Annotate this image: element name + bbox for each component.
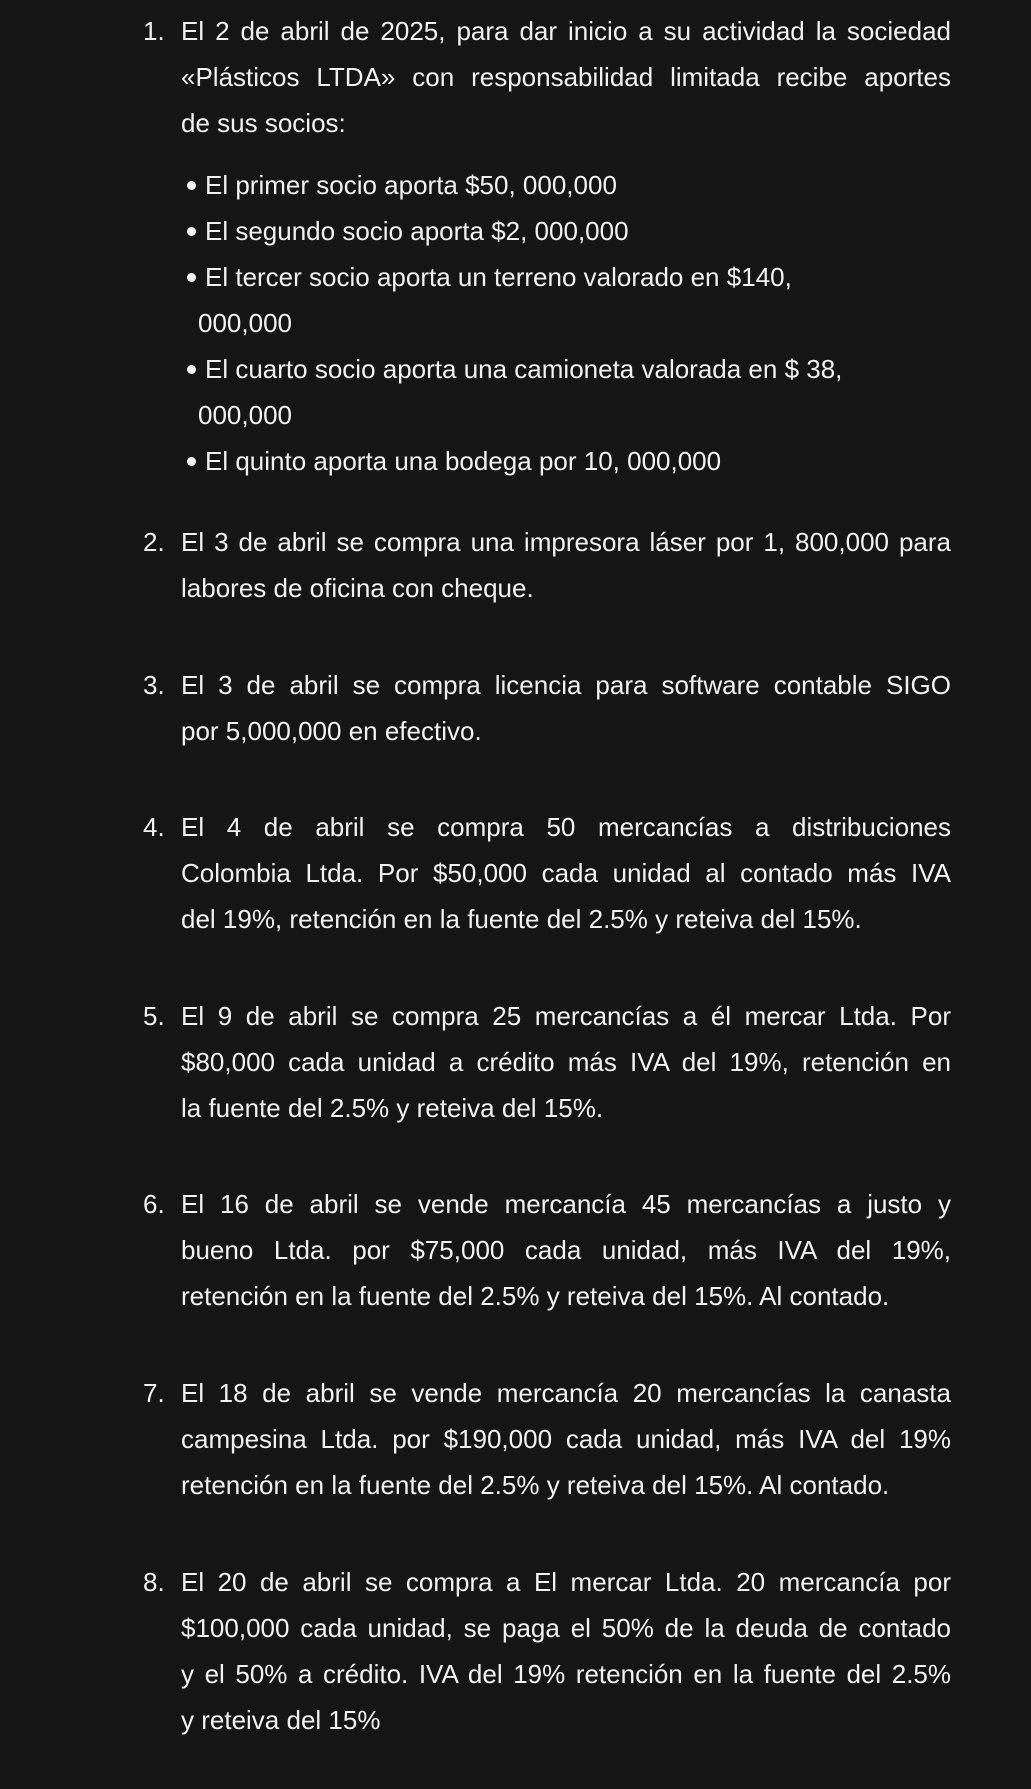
item-number: 5. — [143, 1001, 165, 1031]
item-number: 1. — [143, 16, 165, 46]
item-line: retención en la fuente del 2.5% y reteiva del 15%. Al contado. — [181, 1281, 890, 1311]
item-line: $100,000 cada unidad, se paga el 50% de la deuda de contado — [181, 1613, 951, 1643]
exercise-item-6 — [143, 1181, 951, 1319]
item-text — [181, 662, 951, 754]
item-number: 3. — [143, 670, 165, 700]
item-text — [181, 8, 951, 146]
item-line: retención en la fuente del 2.5% y reteiva del 15%. Al contado. — [181, 1470, 890, 1500]
item-line: El 3 de abril se compra una impresora láser por 1, 800,000 para — [181, 527, 951, 557]
item-line: El 4 de abril se compra 50 mercancías a distribuciones — [181, 812, 951, 842]
item-line: El 16 de abril se vende mercancía 45 mercancías a justo y — [181, 1189, 951, 1219]
bullet-text-continued: 000,000 — [198, 308, 292, 338]
item-line: $80,000 cada unidad a crédito más IVA del 19%, retención en — [181, 1047, 951, 1077]
bullet-dot-icon — [187, 365, 196, 374]
item-text — [181, 1370, 951, 1508]
item-line: bueno Ltda. por $75,000 cada unidad, más IVA del 19%, — [181, 1235, 951, 1265]
item-text — [181, 519, 951, 611]
bullet-text: El quinto aporta una bodega por 10, 000,000 — [205, 446, 722, 476]
bullet-item — [181, 438, 951, 484]
bullet-item — [181, 162, 951, 208]
item-line: El 9 de abril se compra 25 mercancías a él mercar Ltda. Por — [181, 1001, 951, 1031]
exercise-item-8 — [143, 1559, 951, 1743]
item-line: El 18 de abril se vende mercancía 20 mercancías la canasta — [181, 1378, 951, 1408]
item-number: 4. — [143, 812, 165, 842]
item-line: Colombia Ltda. Por $50,000 cada unidad al contado más IVA — [181, 858, 951, 888]
item-line: la fuente del 2.5% y reteiva del 15%. — [181, 1093, 604, 1123]
item-text — [181, 1559, 951, 1743]
bullet-text-continued: 000,000 — [198, 400, 292, 430]
bullet-dot-icon — [187, 457, 196, 466]
item-line: de sus socios: — [181, 108, 346, 138]
bullet-item — [181, 346, 951, 438]
item-line: El 20 de abril se compra a El mercar Ltda. 20 mercancía por — [181, 1567, 951, 1597]
exercise-item-4 — [143, 804, 951, 942]
bullet-text: El tercer socio aporta un terreno valorado en $140, — [205, 262, 792, 292]
item-text — [181, 804, 951, 942]
bullet-list — [181, 162, 951, 484]
bullet-dot-icon — [187, 181, 196, 190]
item-line: labores de oficina con cheque. — [181, 573, 534, 603]
exercise-item-3 — [143, 662, 951, 754]
exercise-item-2 — [143, 519, 951, 611]
bullet-text: El segundo socio aporta $2, 000,000 — [205, 216, 629, 246]
bullet-text: El primer socio aporta $50, 000,000 — [205, 170, 617, 200]
item-line: y reteiva del 15% — [181, 1705, 381, 1735]
item-text — [181, 1181, 951, 1319]
item-number: 8. — [143, 1567, 165, 1597]
exercise-item-5 — [143, 993, 951, 1131]
item-line: «Plásticos LTDA» con responsabilidad limitada recibe aportes — [181, 62, 951, 92]
item-line: El 2 de abril de 2025, para dar inicio a su actividad la sociedad — [181, 16, 951, 46]
bullet-item — [181, 208, 951, 254]
bullet-item — [181, 254, 951, 346]
item-line: El 3 de abril se compra licencia para software contable SIGO — [181, 670, 951, 700]
item-line: por 5,000,000 en efectivo. — [181, 716, 482, 746]
item-number: 2. — [143, 527, 165, 557]
item-line: y el 50% a crédito. IVA del 19% retención en la fuente del 2.5% — [181, 1659, 951, 1689]
item-line: del 19%, retención en la fuente del 2.5% y reteiva del 15%. — [181, 904, 862, 934]
item-text — [181, 993, 951, 1131]
bullet-dot-icon — [187, 227, 196, 236]
item-number: 7. — [143, 1378, 165, 1408]
exercise-item-7 — [143, 1370, 951, 1508]
item-number: 6. — [143, 1189, 165, 1219]
exercise-item-1 — [143, 8, 951, 500]
bullet-dot-icon — [187, 273, 196, 282]
item-line: campesina Ltda. por $190,000 cada unidad, más IVA del 19% — [181, 1424, 951, 1454]
bullet-text: El cuarto socio aporta una camioneta valorada en $ 38, — [205, 354, 843, 384]
